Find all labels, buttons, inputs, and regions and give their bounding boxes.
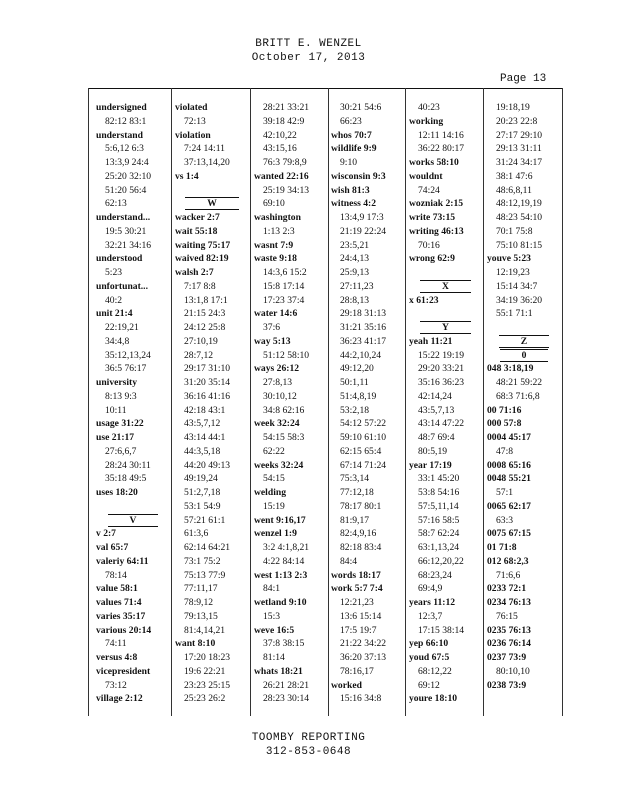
index-reference: 35:12,13,24 — [105, 349, 151, 361]
index-reference: 47:8 — [496, 445, 514, 457]
index-reference: 25:23 26:2 — [184, 693, 226, 705]
index-headword: 00 71:16 — [487, 404, 522, 416]
index-reference: 5:6,12 6:3 — [105, 143, 144, 155]
index-headword: understand... — [96, 212, 151, 223]
index-reference: 12:21,23 — [340, 597, 374, 608]
index-reference: 68:3 71:6,8 — [496, 390, 540, 402]
index-reference: 34:4,8 — [105, 335, 130, 347]
blank-line — [487, 321, 561, 335]
index-headword: whats 18:21 — [254, 665, 303, 677]
index-reference: 51:20 56:4 — [105, 184, 147, 196]
index-reference: 82:4,9,16 — [340, 528, 377, 540]
index-reference: 77:12,18 — [340, 487, 374, 498]
index-headword: went 9:16,17 — [254, 514, 306, 526]
index-headword: vs 1:4 — [175, 170, 199, 182]
index-headword: wrong 62:9 — [409, 253, 455, 265]
index-reference: 54:12 57:22 — [340, 418, 387, 430]
index-reference: 24:4,13 — [340, 253, 370, 265]
index-headword: unfortunat... — [96, 280, 148, 292]
index-reference: 77:11,17 — [184, 583, 218, 595]
index-reference: 27:10,19 — [184, 335, 218, 347]
index-reference: 48:7 69:4 — [418, 432, 455, 443]
index-reference: 29:18 31:13 — [340, 308, 387, 320]
index-reference: 68:12,22 — [418, 665, 452, 677]
index-reference: 23:5,21 — [340, 239, 370, 251]
index-headword: whos 70:7 — [331, 129, 372, 141]
index-headword: wouldnt — [409, 170, 443, 182]
index-reference: 31:24 34:17 — [496, 157, 543, 168]
index-reference: 53:2,18 — [340, 404, 370, 416]
index-reference: 31:20 35:14 — [184, 377, 231, 388]
index-reference: 35:16 36:23 — [418, 377, 465, 388]
letter-label: W — [185, 197, 239, 210]
letter-label: Z — [499, 335, 549, 348]
index-reference: 29:20 33:21 — [418, 363, 465, 375]
index-reference: 9:10 — [340, 157, 358, 168]
index-reference: 79:13,15 — [184, 610, 218, 622]
index-headword: year 17:19 — [409, 459, 452, 471]
index-headword: various 20:14 — [96, 624, 152, 636]
index-headword: 0075 67:15 — [487, 528, 531, 540]
index-reference: 17:20 18:23 — [184, 652, 231, 663]
index-reference: 73:1 75:2 — [184, 555, 221, 567]
index-reference: 28:21 33:21 — [263, 102, 310, 113]
index-headword: work 5:7 7:4 — [331, 583, 383, 595]
letter-divider — [487, 349, 561, 363]
index-reference: 62:22 — [263, 445, 285, 457]
index-reference: 27:8,13 — [263, 377, 293, 388]
column-rule — [405, 88, 406, 716]
index-reference: 30:21 54:6 — [340, 102, 382, 113]
index-reference: 43:5,7,13 — [418, 404, 455, 416]
index-headword: waived 82:19 — [175, 253, 229, 265]
index-reference: 28:24 30:11 — [105, 459, 151, 471]
index-reference: 34:19 36:20 — [496, 294, 543, 306]
index-reference: 42:10,22 — [263, 129, 297, 141]
index-headword: week 32:24 — [254, 418, 300, 430]
index-reference: 44:2,10,24 — [340, 349, 382, 361]
index-reference: 21:19 22:24 — [340, 225, 387, 237]
index-reference: 1:13 2:3 — [263, 225, 295, 237]
column-rule — [88, 88, 89, 716]
index-reference: 13:1,8 17:1 — [184, 294, 228, 306]
index-reference: 3:2 4:1,8,21 — [263, 542, 310, 553]
index-reference: 34:8 62:16 — [263, 404, 305, 416]
index-headword: university — [96, 377, 138, 388]
index-headword: unit 21:4 — [96, 308, 133, 320]
index-headword: youd 67:5 — [409, 652, 450, 663]
index-reference: 51:2,7,18 — [184, 487, 221, 498]
letter-label: V — [108, 514, 159, 527]
index-reference: 71:6,6 — [496, 569, 521, 581]
letter-divider — [409, 280, 482, 294]
index-reference: 15:19 — [263, 500, 285, 512]
index-reference: 25:20 32:10 — [105, 170, 152, 182]
index-reference: 53:8 54:16 — [418, 487, 460, 498]
index-headword: welding — [254, 487, 286, 498]
index-reference: 39:18 42:9 — [263, 115, 305, 127]
letter-divider — [409, 321, 482, 335]
index-reference: 50:1,11 — [340, 377, 369, 388]
index-reference: 33:1 45:20 — [418, 473, 460, 485]
index-reference: 29:17 31:10 — [184, 363, 231, 375]
index-headword: 01 71:8 — [487, 542, 517, 553]
index-headword: wasnt 7:9 — [254, 239, 294, 251]
index-headword: v 2:7 — [96, 528, 116, 540]
index-headword: uses 18:20 — [96, 487, 138, 498]
index-reference: 36:20 37:13 — [340, 652, 387, 663]
index-headword: yep 66:10 — [409, 638, 449, 650]
index-reference: 17:5 19:7 — [340, 624, 377, 636]
index-headword: wenzel 1:9 — [254, 528, 297, 540]
index-reference: 78:9,12 — [184, 597, 214, 608]
letter-divider — [487, 335, 561, 349]
index-reference: 82:18 83:4 — [340, 542, 382, 553]
index-reference: 27:17 29:10 — [496, 129, 543, 141]
index-reference: 62:13 — [105, 198, 127, 210]
index-headword: works 58:10 — [409, 157, 459, 168]
index-headword: x 61:23 — [409, 294, 439, 306]
index-reference: 17:23 37:4 — [263, 294, 305, 306]
index-headword: violated — [175, 102, 208, 113]
index-reference: 68:23,24 — [418, 569, 452, 581]
column-rule — [562, 88, 563, 716]
index-reference: 19:18,19 — [496, 102, 530, 113]
blank-line — [409, 307, 482, 321]
header-rule — [88, 88, 562, 89]
index-reference: 54:15 58:3 — [263, 432, 305, 443]
index-reference: 14:3,6 15:2 — [263, 267, 307, 278]
index-column-3 — [254, 101, 327, 706]
index-reference: 69:12 — [418, 679, 440, 691]
index-reference: 58:7 62:24 — [418, 528, 460, 540]
index-reference: 72:13 — [184, 115, 206, 127]
index-headword: walsh 2:7 — [175, 267, 214, 278]
index-column-5 — [409, 101, 482, 706]
index-reference: 12:19,23 — [496, 267, 530, 278]
index-headword: 0236 76:14 — [487, 638, 531, 650]
index-headword: water 14:6 — [254, 308, 298, 320]
index-reference: 15:16 34:8 — [340, 693, 382, 705]
index-reference: 69:4,9 — [418, 583, 443, 595]
index-headword: way 5:13 — [254, 335, 291, 347]
index-reference: 28:23 30:14 — [263, 693, 310, 705]
index-headword: varies 35:17 — [96, 610, 146, 622]
index-reference: 13:6 15:14 — [340, 610, 382, 622]
index-reference: 36:22 80:17 — [418, 143, 465, 155]
index-headword: yeah 11:21 — [409, 335, 453, 347]
index-reference: 51:4,8,19 — [340, 390, 377, 402]
index-reference: 25:9,13 — [340, 267, 370, 278]
index-reference: 17:15 38:14 — [418, 624, 465, 636]
index-headword: weeks 32:24 — [254, 459, 304, 471]
blank-line — [175, 184, 249, 198]
index-reference: 43:15,16 — [263, 143, 297, 155]
page-number: Page 13 — [500, 73, 547, 85]
index-reference: 49:19,24 — [184, 473, 218, 485]
index-reference: 30:10,12 — [263, 390, 297, 402]
index-reference: 37:8 38:15 — [263, 638, 305, 650]
index-column-2 — [175, 101, 249, 706]
index-reference: 27:6,6,7 — [105, 445, 137, 457]
index-headword: witness 4:2 — [331, 198, 377, 210]
index-reference: 28:7,12 — [184, 349, 214, 361]
index-column-1 — [96, 101, 170, 706]
index-reference: 43:14 44:1 — [184, 432, 226, 443]
index-headword: 0008 65:16 — [487, 459, 531, 471]
index-headword: 0004 45:17 — [487, 432, 531, 443]
index-reference: 82:12 83:1 — [105, 115, 147, 127]
index-headword: weve 16:5 — [254, 624, 295, 636]
index-reference: 20:23 22:8 — [496, 115, 538, 127]
index-headword: youve 5:23 — [487, 253, 531, 265]
index-reference: 27:11,23 — [340, 280, 374, 292]
index-headword: value 58:1 — [96, 583, 138, 595]
index-headword: write 73:15 — [409, 212, 456, 223]
index-reference: 7:24 14:11 — [184, 143, 225, 155]
blank-line — [96, 500, 170, 514]
index-headword: versus 4:8 — [96, 652, 138, 663]
index-headword: 0234 76:13 — [487, 597, 531, 608]
index-headword: wanted 22:16 — [254, 170, 309, 182]
index-headword: wish 81:3 — [331, 184, 370, 196]
index-reference: 15:14 34:7 — [496, 280, 538, 292]
index-reference: 62:14 64:21 — [184, 542, 231, 553]
index-headword: ways 26:12 — [254, 363, 300, 375]
index-reference: 69:10 — [263, 198, 285, 210]
index-reference: 44:3,5,18 — [184, 445, 221, 457]
index-reference: 78:14 — [105, 569, 127, 581]
blank-line — [409, 266, 482, 280]
index-reference: 12:11 14:16 — [418, 129, 464, 141]
index-reference: 84:4 — [340, 555, 358, 567]
index-headword: wait 55:18 — [175, 225, 218, 237]
column-rule — [171, 88, 172, 716]
index-reference: 24:12 25:8 — [184, 322, 226, 333]
index-reference: 7:17 8:8 — [184, 280, 216, 292]
index-reference: 81:14 — [263, 652, 285, 663]
index-reference: 75:10 81:15 — [496, 239, 543, 251]
letter-divider — [96, 514, 170, 528]
index-reference: 19:6 22:21 — [184, 665, 226, 677]
index-reference: 73:12 — [105, 679, 127, 691]
index-reference: 84:1 — [263, 583, 281, 595]
index-reference: 26:21 28:21 — [263, 679, 310, 691]
index-reference: 57:16 58:5 — [418, 514, 460, 526]
index-reference: 57:21 61:1 — [184, 514, 226, 526]
index-reference: 35:18 49:5 — [105, 473, 147, 485]
index-reference: 40:2 — [105, 294, 123, 306]
index-headword: working — [409, 115, 444, 127]
index-reference: 70:16 — [418, 239, 440, 251]
index-reference: 55:1 71:1 — [496, 308, 533, 320]
index-reference: 48:21 59:22 — [496, 377, 543, 388]
index-headword: village 2:12 — [96, 693, 143, 705]
column-rule — [328, 88, 329, 716]
index-headword: want 8:10 — [175, 638, 216, 650]
index-reference: 42:14,24 — [418, 390, 452, 402]
index-headword: worked — [331, 679, 362, 691]
index-headword: understand — [96, 129, 143, 141]
index-reference: 28:8,13 — [340, 294, 370, 306]
index-headword: 012 68:2,3 — [487, 555, 529, 567]
index-reference: 62:15 65:4 — [340, 445, 382, 457]
index-reference: 4:22 84:14 — [263, 555, 305, 567]
index-reference: 31:21 35:16 — [340, 322, 387, 333]
index-reference: 43:14 47:22 — [418, 418, 465, 430]
index-headword: wildlife 9:9 — [331, 143, 377, 155]
index-headword: 000 57:8 — [487, 418, 522, 430]
index-reference: 57:5,11,14 — [418, 500, 459, 512]
index-headword: usage 31:22 — [96, 418, 144, 430]
index-headword: waiting 75:17 — [175, 239, 231, 251]
index-reference: 32:21 34:16 — [105, 239, 152, 251]
index-headword: 0233 72:1 — [487, 583, 527, 595]
index-reference: 80:10,10 — [496, 665, 530, 677]
index-headword: use 21:17 — [96, 432, 135, 443]
index-reference: 12:3,7 — [418, 610, 443, 622]
index-reference: 75:3,14 — [340, 473, 370, 485]
index-reference: 75:13 77:9 — [184, 569, 226, 581]
index-headword: waste 9:18 — [254, 253, 297, 265]
index-reference: 63:1,13,24 — [418, 542, 460, 553]
index-headword: wisconsin 9:3 — [331, 170, 386, 182]
index-reference: 61:3,6 — [184, 528, 209, 540]
column-rule — [250, 88, 251, 716]
index-reference: 36:5 76:17 — [105, 363, 147, 375]
index-reference: 59:10 61:10 — [340, 432, 387, 443]
index-reference: 48:6,8,11 — [496, 184, 532, 196]
index-reference: 53:1 54:9 — [184, 500, 221, 512]
index-reference: 8:13 9:3 — [105, 390, 137, 402]
index-reference: 76:3 79:8,9 — [263, 157, 307, 168]
index-reference: 15:3 — [263, 610, 281, 622]
index-reference: 66:23 — [340, 115, 362, 127]
index-headword: years 11:12 — [409, 597, 456, 608]
index-reference: 25:19 34:13 — [263, 184, 310, 196]
index-headword: words 18:17 — [331, 569, 381, 581]
index-headword: 0065 62:17 — [487, 500, 531, 512]
index-headword: 0235 76:13 — [487, 624, 531, 636]
index-reference: 42:18 43:1 — [184, 404, 226, 416]
letter-label: X — [420, 280, 471, 293]
index-reference: 49:12,20 — [340, 363, 374, 375]
index-reference: 15:8 17:14 — [263, 280, 305, 292]
index-headword: writing 46:13 — [409, 225, 464, 237]
index-reference: 21:22 34:22 — [340, 638, 387, 650]
index-reference: 57:1 — [496, 487, 514, 498]
index-reference: 40:23 — [418, 102, 440, 113]
reporter-name: TOOMBY REPORTING — [251, 732, 366, 744]
index-reference: 78:16,17 — [340, 665, 374, 677]
index-headword: violation — [175, 129, 211, 141]
index-column-4 — [331, 101, 404, 706]
index-headword: west 1:13 2:3 — [254, 569, 308, 581]
index-headword: youre 18:10 — [409, 693, 458, 705]
index-reference: 36:16 41:16 — [184, 390, 231, 402]
index-reference: 78:17 80:1 — [340, 500, 382, 512]
index-reference: 15:22 19:19 — [418, 349, 465, 361]
index-reference: 19:5 30:21 — [105, 225, 147, 237]
index-headword: wetland 9:10 — [254, 597, 307, 608]
index-reference: 63:3 — [496, 514, 514, 526]
index-reference: 81:4,14,21 — [184, 624, 226, 636]
letter-label: Y — [420, 321, 471, 334]
index-reference: 13:3,9 24:4 — [105, 157, 149, 168]
index-reference: 10:11 — [105, 404, 127, 416]
index-headword: val 65:7 — [96, 542, 129, 553]
index-column-6 — [487, 101, 561, 692]
index-headword: wacker 2:7 — [175, 212, 220, 223]
index-reference: 36:23 41:17 — [340, 335, 387, 347]
index-reference: 29:13 31:11 — [496, 143, 542, 155]
reporter-phone: 312-853-0648 — [265, 746, 352, 758]
index-headword: 0238 73:9 — [487, 679, 527, 691]
index-reference: 37:13,14,20 — [184, 157, 230, 168]
index-reference: 43:5,7,12 — [184, 418, 221, 430]
index-reference: 80:5,19 — [418, 445, 448, 457]
index-reference: 66:12,20,22 — [418, 555, 464, 567]
index-reference: 44:20 49:13 — [184, 459, 231, 471]
index-reference: 70:1 75:8 — [496, 225, 533, 237]
index-reference: 51:12 58:10 — [263, 349, 310, 361]
index-reference: 23:23 25:15 — [184, 679, 231, 691]
index-headword: values 71:4 — [96, 597, 142, 608]
index-reference: 48:12,19,19 — [496, 198, 542, 210]
index-reference: 22:19,21 — [105, 322, 139, 333]
index-reference: 81:9,17 — [340, 514, 370, 526]
index-headword: understood — [96, 253, 143, 265]
letter-divider — [175, 197, 249, 211]
index-reference: 37:6 — [263, 322, 281, 333]
index-reference: 48:23 54:10 — [496, 212, 543, 223]
index-reference: 21:15 24:3 — [184, 308, 226, 320]
deponent-name: BRITT E. WENZEL — [255, 38, 362, 50]
index-reference: 74:11 — [105, 638, 127, 650]
index-headword: washington — [254, 212, 301, 223]
index-reference: 13:4,9 17:3 — [340, 212, 384, 223]
index-reference: 54:15 — [263, 473, 285, 485]
index-headword: 048 3:18,19 — [487, 363, 534, 375]
index-headword: vicepresident — [96, 665, 151, 677]
index-headword: valeriy 64:11 — [96, 555, 149, 567]
index-reference: 74:24 — [418, 184, 440, 196]
deposition-date: October 17, 2013 — [251, 52, 366, 64]
column-rule — [483, 88, 484, 716]
index-reference: 38:1 47:6 — [496, 170, 533, 182]
index-reference: 5:23 — [105, 267, 123, 278]
index-headword: undersigned — [96, 102, 147, 113]
letter-label: 0 — [500, 349, 549, 362]
index-reference: 67:14 71:24 — [340, 459, 387, 471]
index-headword: 0237 73:9 — [487, 652, 527, 663]
index-headword: 0048 55:21 — [487, 473, 531, 485]
index-reference: 76:15 — [496, 610, 518, 622]
index-headword: wozniak 2:15 — [409, 198, 464, 210]
